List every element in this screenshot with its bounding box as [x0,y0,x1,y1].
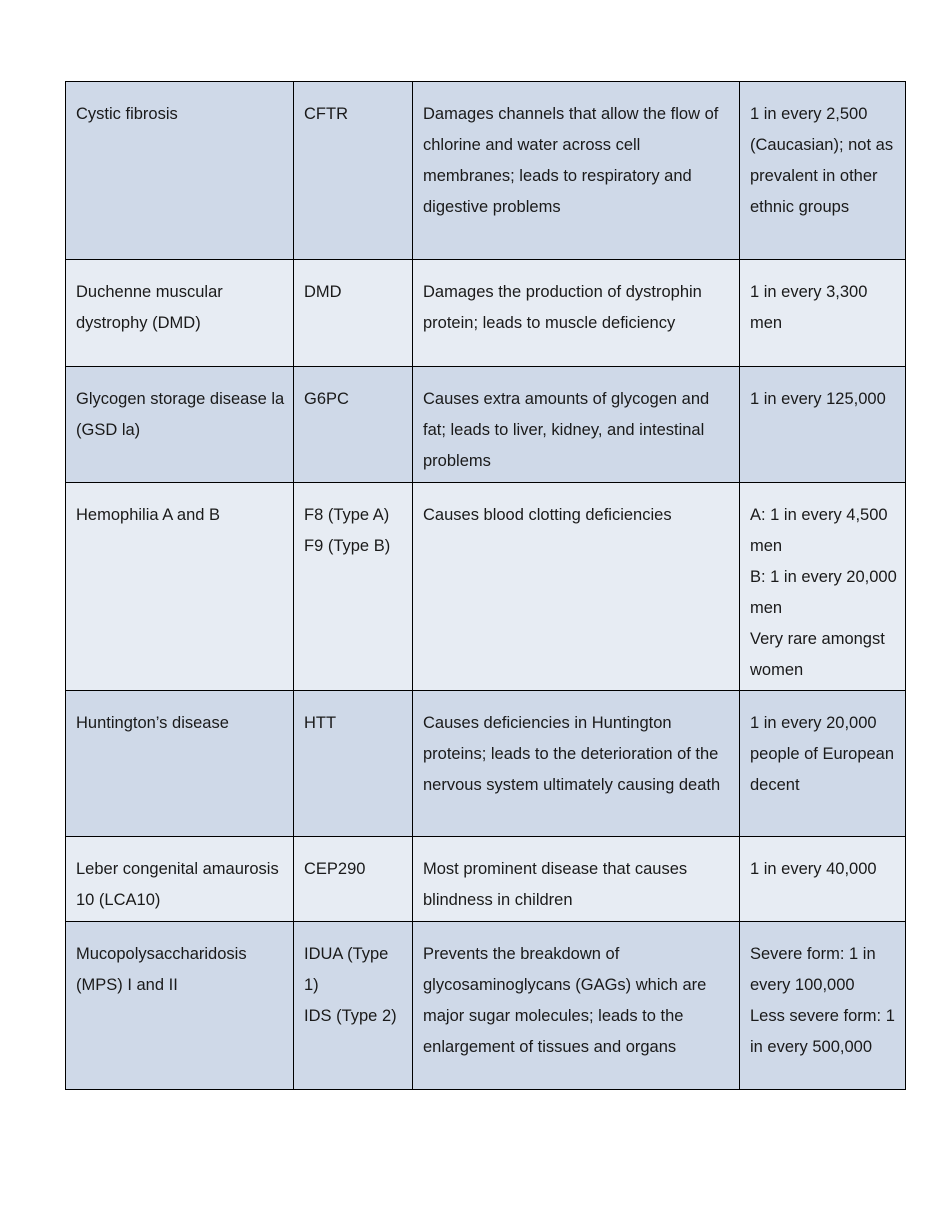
table-row [66,367,906,483]
table-row [66,922,906,1090]
prevalence-cell: 1 in every 3,300 men [740,260,906,367]
effect-cell: Causes blood clotting deficiencies [413,483,740,691]
effect-cell: Prevents the breakdown of glycosaminoglycans (GAGs) which are major sugar molecules; leads to the enlargement of tissues and organs [413,922,740,1090]
disease-cell: Hemophilia A and B [66,483,294,691]
table-row [66,483,906,691]
gene-cell: G6PC [294,367,413,483]
prevalence-cell: 1 in every 125,000 [740,367,906,483]
effect-cell: Causes extra amounts of glycogen and fat; leads to liver, kidney, and intestinal problems [413,367,740,483]
genetic-disease-table-container [65,81,905,1090]
effect-cell: Damages the production of dystrophin protein; leads to muscle deficiency [413,260,740,367]
gene-cell: HTT [294,691,413,837]
gene-cell: DMD [294,260,413,367]
effect-cell: Causes deficiencies in Huntington proteins; leads to the deterioration of the nervous system ultimately causing death [413,691,740,837]
disease-cell: Glycogen storage disease la (GSD la) [66,367,294,483]
prevalence-cell: 1 in every 40,000 [740,837,906,922]
prevalence-cell: 1 in every 2,500 (Caucasian); not as prevalent in other ethnic groups [740,82,906,260]
disease-cell: Leber congenital amaurosis 10 (LCA10) [66,837,294,922]
prevalence-cell: A: 1 in every 4,500 men B: 1 in every 20,000 men Very rare amongst women [740,483,906,691]
disease-cell: Mucopolysaccharidosis (MPS) I and II [66,922,294,1090]
table-row [66,691,906,837]
disease-cell: Cystic fibrosis [66,82,294,260]
table-row [66,837,906,922]
table-row [66,82,906,260]
gene-cell: CEP290 [294,837,413,922]
prevalence-cell: 1 in every 20,000 people of European decent [740,691,906,837]
table-row [66,260,906,367]
gene-cell: F8 (Type A) F9 (Type B) [294,483,413,691]
gene-cell: CFTR [294,82,413,260]
gene-cell: IDUA (Type 1) IDS (Type 2) [294,922,413,1090]
disease-cell: Huntington’s disease [66,691,294,837]
effect-cell: Damages channels that allow the flow of chlorine and water across cell membranes; leads to respiratory and digestive problems [413,82,740,260]
effect-cell: Most prominent disease that causes blindness in children [413,837,740,922]
prevalence-cell: Severe form: 1 in every 100,000 Less severe form: 1 in every 500,000 [740,922,906,1090]
disease-cell: Duchenne muscular dystrophy (DMD) [66,260,294,367]
genetic-disease-table [65,81,906,1090]
